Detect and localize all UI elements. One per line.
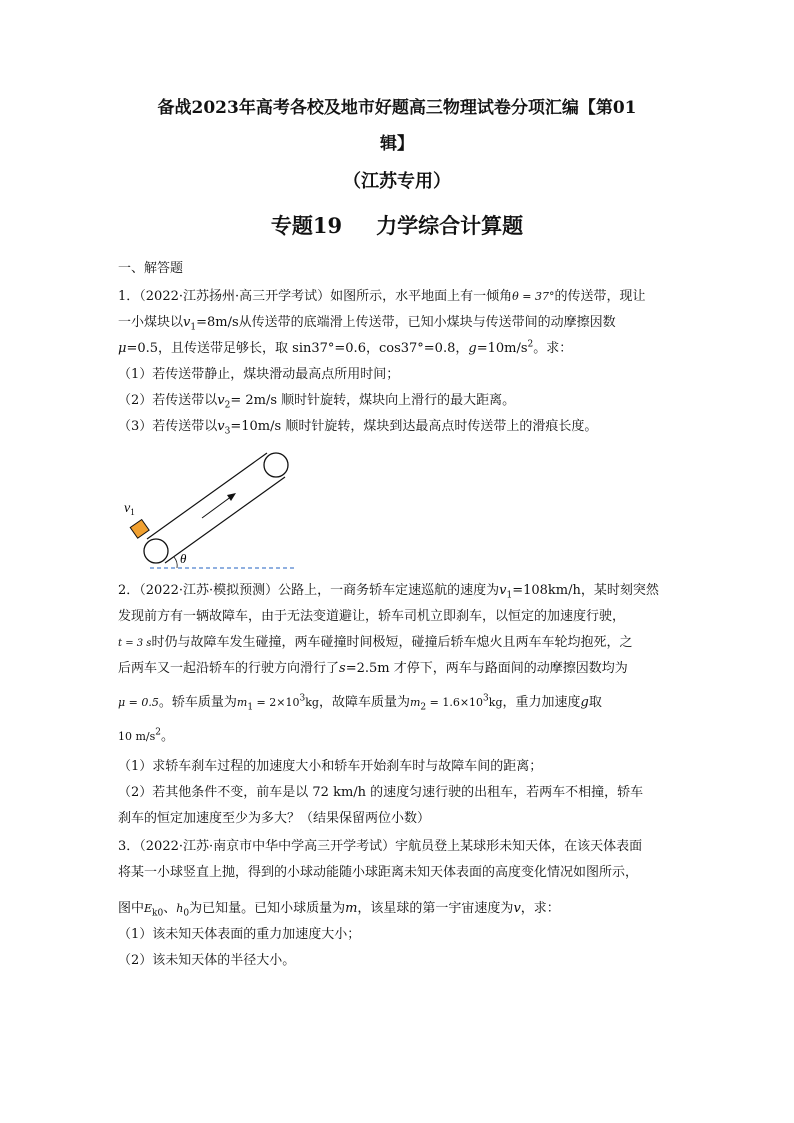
theta-label: θ — [180, 551, 187, 566]
q2-part-2: （2）若其他条件不变，前车是以 72 km/h 的速度匀速行驶的出租车，若两车不相撞，轿车 — [118, 785, 644, 800]
q2-part-1: （1）求轿车刹车过程的加速度大小和轿车开始刹车时与故障车间的距离； — [118, 759, 543, 774]
q1-part-3: （3）若传送带以$v_3=10m/s$ 顺时针旋转，煤块到达最高点时传送带上的滑痕长度。 — [118, 419, 598, 437]
q2-line-6: 10 $m/s^2$。 — [118, 727, 175, 744]
q3-part-1: （1）该未知天体表面的重力加速度大小； — [118, 927, 361, 942]
coal-block — [130, 520, 149, 539]
q2-line-5: μ = 0.5。轿车质量为$m_1 = 2\times 10^3kg$，故障车质量为$m_2 = 1.6\times 10^3kg$，重力加速度g取 — [118, 693, 602, 713]
q2-part-2-cont: 刹车的恒定加速度至少为多大？（结果保留两位小数） — [118, 811, 431, 826]
v1-label: $v_1$ — [124, 501, 135, 517]
topic-name: 力学综合计算题 — [376, 213, 524, 238]
q1-line-3: μ=0.5，且传送带足够长，取 sin37°=0.6，cos37°=0.8，$g=10m/s^2$。求： — [118, 339, 573, 356]
title-line-1: 备战2023年高考各校及地市好题高三物理试卷分项汇编【第01 — [157, 98, 637, 118]
section-heading: 一、解答题 — [118, 261, 184, 276]
q2-line-3: t = 3 s时仍与故障车发生碰撞，两车碰撞时间极短，碰撞后轿车熄火且两车车轮均抱死，之 — [118, 635, 633, 650]
belt-direction-arrow — [202, 496, 232, 518]
conveyor-belt-figure — [110, 440, 310, 575]
q2-line-4: 后两车又一起沿轿车的行驶方向滑行了s=2.5m 才停下，两车与路面间的动摩擦因数均为 — [118, 661, 628, 676]
q2-line-1: 2．（2022·江苏·模拟预测）公路上，一商务轿车定速巡航的速度为$v_1=108km/h$，某时刻突然 — [118, 583, 659, 601]
q2-line-2: 发现前方有一辆故障车，由于无法变道避让，轿车司机立即刹车，以恒定的加速度行驶， — [118, 609, 626, 624]
coal-block-rect — [130, 520, 149, 539]
q3-line-1: 3．（2022·江苏·南京市中华中学高三开学考试）宇航员登上某球形未知天体，在该天体表面 — [118, 839, 643, 854]
q3-part-2: （2）该未知天体的半径大小。 — [118, 953, 296, 968]
topic-heading — [110, 213, 684, 239]
angle-value: θ = 37° — [512, 290, 555, 303]
q1-line-2: 一小煤块以$v_1=8m/s$从传送带的底端滑上传送带，已知小煤块与传送带间的动摩擦因数 — [118, 315, 616, 333]
region-subtitle: （江苏专用） — [343, 171, 451, 192]
q1-part-2: （2）若传送带以$v_2= 2m/s$ 顺时针旋转，煤块向上滑行的最大距离。 — [118, 393, 516, 411]
q3-line-2: 将某一小球竖直上抛，得到的小球动能随小球距离未知天体表面的高度变化情况如图所示， — [118, 865, 639, 880]
q3-line-3: 图中$E_{k0}$、$h_0$为已知量。已知小球质量为m，该星球的第一宇宙速度为v，求： — [118, 901, 560, 919]
top-roller — [264, 453, 288, 477]
topic-number: 专题19 — [270, 213, 343, 238]
bottom-roller — [144, 539, 168, 563]
title-line-2: 辑】 — [380, 134, 414, 154]
q1-line-1: 1．（2022·江苏扬州·高三开学考试）如图所示，水平地面上有一倾角θ = 37°的传送带，现让 — [118, 289, 646, 304]
belt-direction-arrowhead — [227, 493, 236, 501]
belt-upper-edge — [147, 453, 267, 539]
angle-arc — [174, 557, 177, 568]
q1-part-1: （1）若传送带静止，煤块滑动最高点所用时间； — [118, 367, 400, 382]
